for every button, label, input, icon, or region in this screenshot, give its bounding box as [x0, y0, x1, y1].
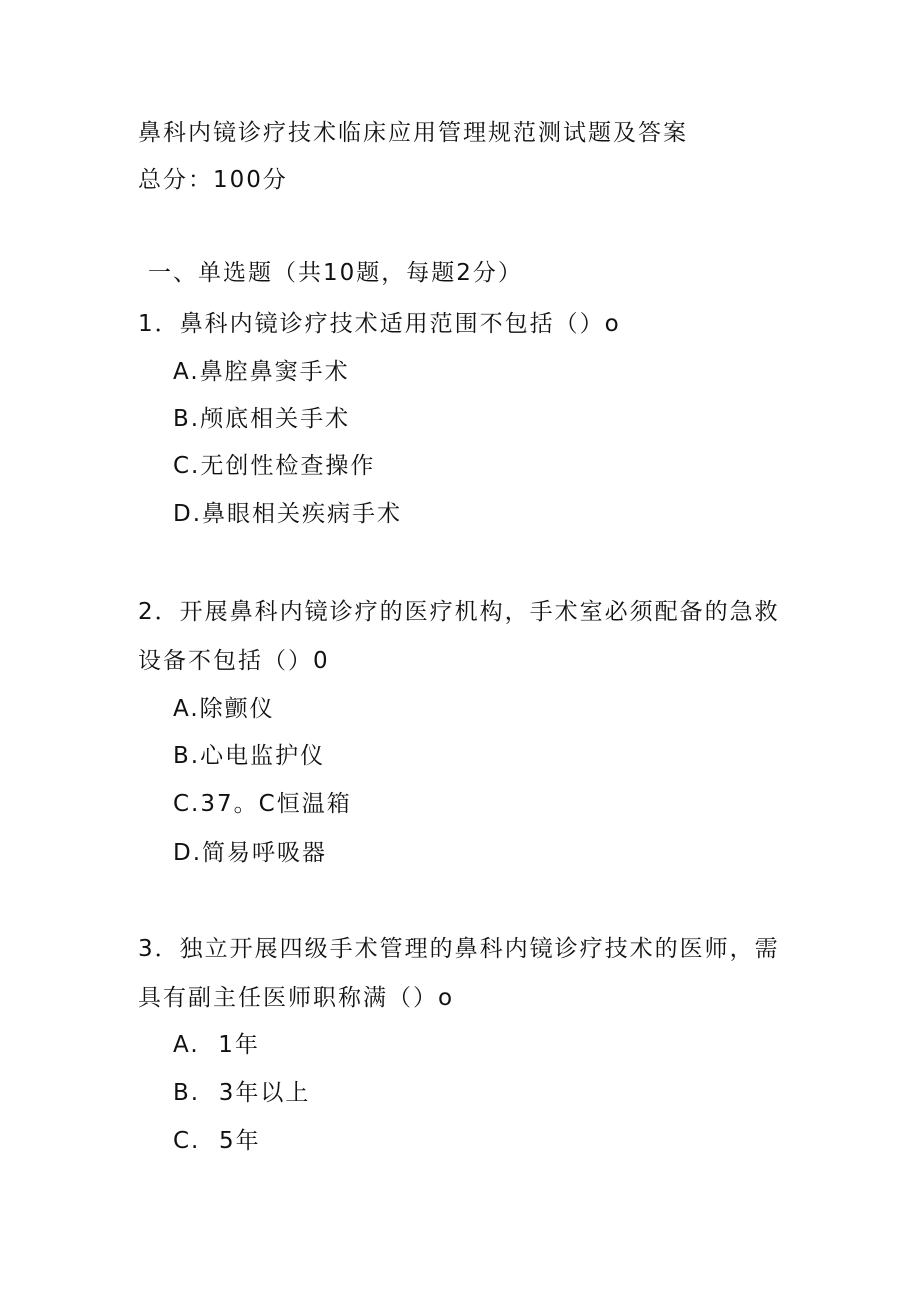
option-c: C. 5年 [173, 1128, 261, 1154]
document-title: 鼻科内镜诊疗技术临床应用管理规范测试题及答案 [138, 120, 688, 146]
question-stem-continued: 设备不包括（）0 [138, 648, 330, 674]
section-heading: 一、单选题（共10题，每题2分） [148, 260, 523, 286]
total-score: 总分：100分 [138, 167, 288, 193]
option-a: A.除颤仪 [173, 696, 275, 722]
option-b: B.心电监护仪 [173, 743, 326, 769]
option-d: D.鼻眼相关疾病手术 [173, 501, 403, 527]
option-b: B. 3年以上 [173, 1080, 311, 1106]
option-a: A.鼻腔鼻窦手术 [173, 359, 350, 385]
question-stem-continued: 具有副主任医师职称满（）o [138, 985, 455, 1011]
option-a: A. 1年 [173, 1032, 260, 1058]
question-stem: 1．鼻科内镜诊疗技术适用范围不包括（）o [138, 311, 621, 337]
option-b: B.颅底相关手术 [173, 406, 351, 432]
option-c: C.无创性检查操作 [173, 453, 376, 479]
option-c: C.37。C恒温箱 [173, 791, 352, 817]
question-stem: 2．开展鼻科内镜诊疗的医疗机构，手术室必须配备的急救 [138, 599, 780, 625]
option-d: D.简易呼吸器 [173, 840, 328, 866]
question-stem: 3．独立开展四级手术管理的鼻科内镜诊疗技术的医师，需 [138, 936, 780, 962]
